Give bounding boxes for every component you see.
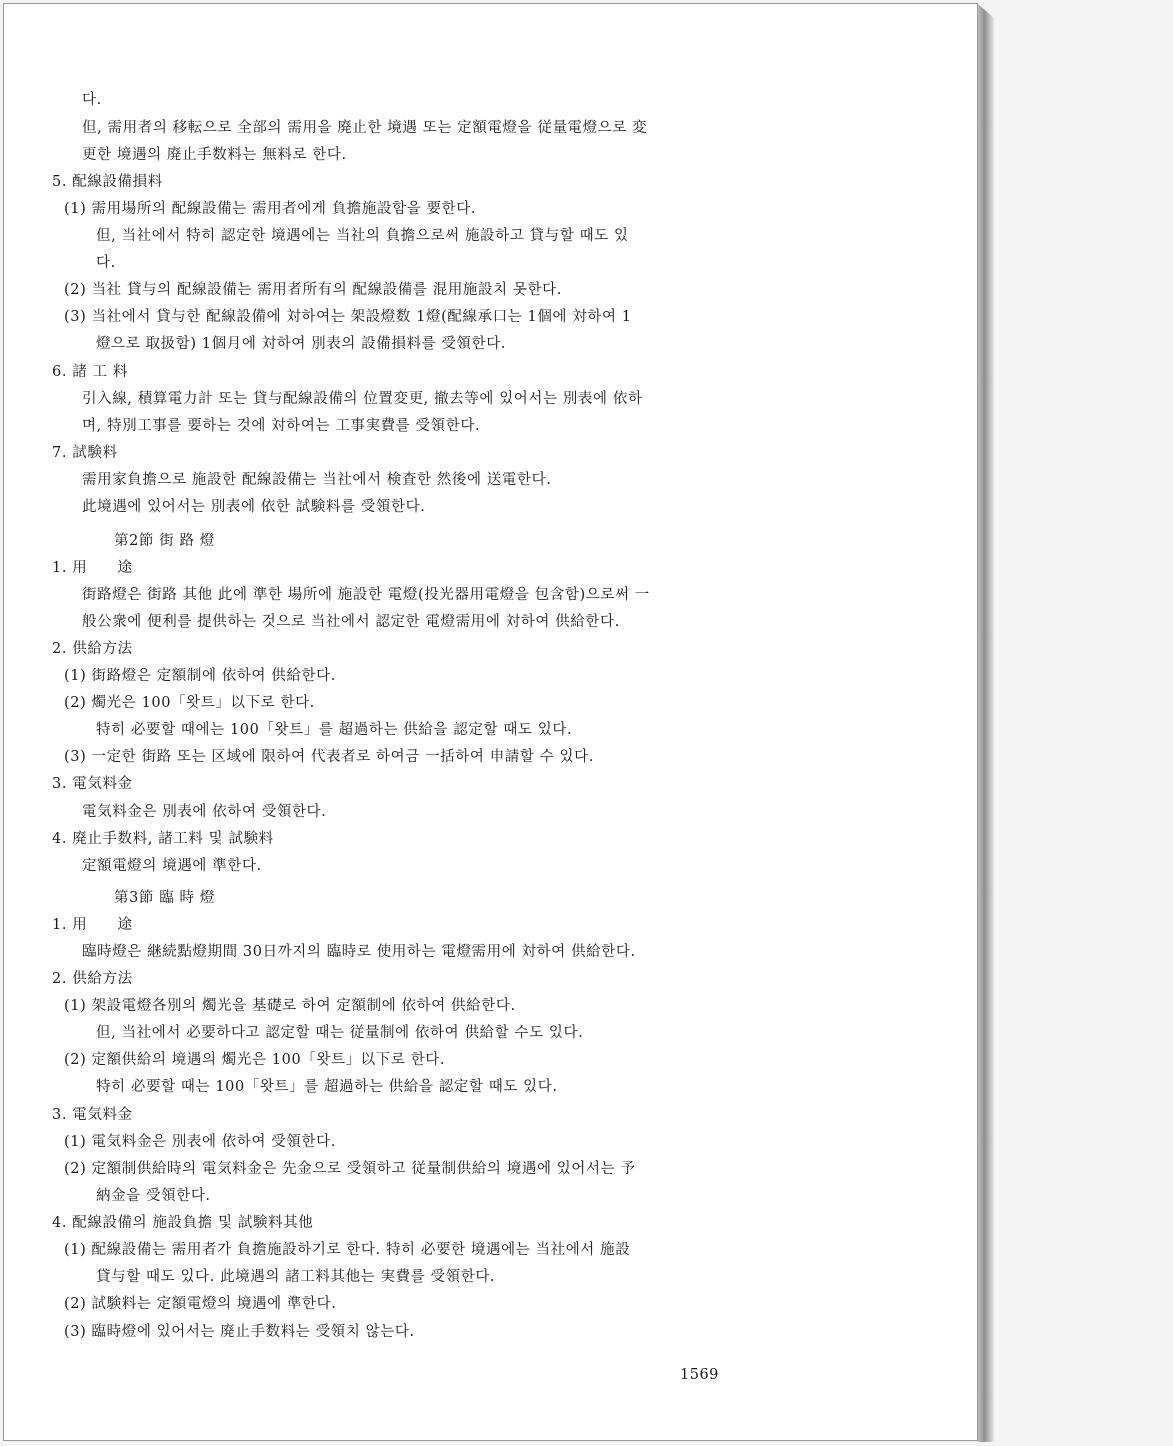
text-line: 納金을 受領한다.: [96, 1188, 211, 1204]
section-heading: 2. 供給方法: [52, 641, 133, 657]
text-line: 臨時燈은 継続點燈期間 30日까지의 臨時로 使用하는 電燈需用에 対하여 供給한다.: [82, 944, 636, 960]
chapter-heading: 第3節 臨 時 燈: [114, 890, 215, 906]
section-heading: 7. 試験料: [52, 445, 118, 461]
text-line: 다.: [82, 92, 102, 108]
text-line: 特히 必要할 때는 100「왓트」를 超過하는 供給을 認定할 때도 있다.: [96, 1079, 558, 1095]
section-heading: 3. 電気料金: [52, 776, 133, 792]
text-line: 貸与할 때도 있다. 此境遇의 諸工料其他는 実費를 受領한다.: [96, 1269, 496, 1285]
text-line: (3) 臨時燈에 있어서는 廃止手数料는 受領치 않는다.: [64, 1324, 415, 1340]
section-heading: 1. 用 途: [52, 560, 133, 576]
text-line: (3) 一定한 街路 또는 区域에 限하여 代表者로 하여금 一括하여 申請할 수 있다.: [64, 749, 594, 765]
section-heading: 3. 電気料金: [52, 1107, 133, 1123]
text-line: 街路燈은 街路 其他 此에 準한 場所에 施設한 電燈(投光器用電燈을 包含함)으로써 一: [82, 587, 650, 603]
chapter-heading: 第2節 街 路 燈: [114, 533, 215, 549]
text-line: (2) 定額供給의 境遇의 燭光은 100「왓트」以下로 한다.: [64, 1052, 446, 1068]
section-heading: 1. 用 途: [52, 917, 133, 933]
text-line: 此境遇에 있어서는 別表에 依한 試験料를 受領한다.: [82, 499, 426, 515]
section-heading: 6. 諸 工 料: [52, 364, 128, 380]
section-heading: 2. 供給方法: [52, 971, 133, 987]
text-line: 引入線, 積算電力計 또는 貸与配線設備의 位置変更, 撤去等에 있어서는 別表에 依하: [82, 391, 643, 407]
text-line: 特히 必要할 때에는 100「왓트」를 超過하는 供給을 認定할 때도 있다.: [96, 722, 573, 738]
text-line: 但, 当社에서 特히 認定한 境遇에는 当社의 負擔으로써 施設하고 貸与할 때도 있: [96, 228, 629, 244]
text-line: (3) 当社에서 貸与한 配線設備에 対하여는 架設燈数 1燈(配線承口는 1個에 対하여 1: [64, 309, 632, 325]
text-line: (2) 定額制供給時의 電気料金은 先金으로 受領하고 従量制供給의 境遇에 있어서는 予: [64, 1161, 636, 1177]
document-page: [3, 3, 978, 1441]
text-line: 般公衆에 便利를 提供하는 것으로 当社에서 認定한 電燈需用에 対하여 供給한다.: [82, 614, 620, 630]
section-heading: 4. 廃止手数料, 諸工料 및 試験料: [52, 831, 274, 847]
text-line: 電気料金은 別表에 依하여 受領한다.: [82, 804, 327, 820]
text-line: (2) 試験料는 定額電燈의 境遇에 準한다.: [64, 1296, 337, 1312]
section-heading: 5. 配線設備損料: [52, 174, 163, 190]
page-number: 1569: [680, 1367, 719, 1383]
text-line: 但, 当社에서 必要하다고 認定할 때는 従量制에 依하여 供給할 수도 있다.: [96, 1025, 584, 1041]
text-line: (1) 需用場所의 配線設備는 需用者에게 負擔施設함을 要한다.: [64, 201, 477, 217]
text-line: (2) 当社 貸与의 配線設備는 需用者所有의 配線設備를 混用施設치 못한다.: [64, 282, 562, 298]
text-line: 但, 需用者의 移転으로 全部의 需用을 廃止한 境遇 또는 定額電燈을 従量電燈으로 変: [82, 120, 648, 136]
text-line: (1) 架設電燈各別의 燭光을 基礎로 하여 定額制에 依하여 供給한다.: [64, 998, 516, 1014]
text-line: 燈으로 取扱함) 1個月에 対하여 別表의 設備損料를 受領한다.: [96, 336, 507, 352]
text-line: 다.: [96, 255, 116, 271]
text-line: (2) 燭光은 100「왓트」以下로 한다.: [64, 695, 315, 711]
text-line: 需用家負擔으로 施設한 配線設備는 当社에서 検査한 然後에 送電한다.: [82, 472, 552, 488]
text-line: 更한 境遇의 廃止手数料는 無料로 한다.: [82, 147, 347, 163]
text-line: 定額電燈의 境遇에 準한다.: [82, 858, 262, 874]
page-edge-shadow: [978, 4, 994, 1442]
section-heading: 4. 配線設備의 施設負擔 및 試験料其他: [52, 1215, 314, 1231]
text-line: 며, 特別工事를 要하는 것에 対하여는 工事実費를 受領한다.: [82, 418, 481, 434]
text-line: (1) 配線設備는 需用者가 負擔施設하기로 한다. 特히 必要한 境遇에는 当社에서 施設: [64, 1242, 631, 1258]
text-line: (1) 電気料金은 別表에 依하여 受領한다.: [64, 1134, 336, 1150]
text-line: (1) 街路燈은 定額制에 依하여 供給한다.: [64, 668, 336, 684]
